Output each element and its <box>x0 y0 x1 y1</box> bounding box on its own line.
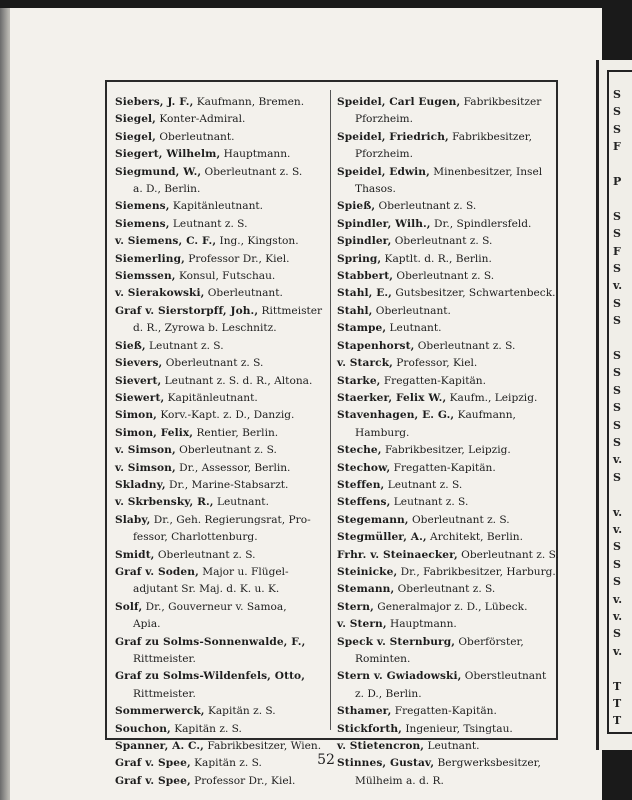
entry-details: Leutnant. <box>213 496 269 509</box>
directory-entry <box>115 703 329 720</box>
entry-name: Souchon, <box>115 722 171 735</box>
entry-details: Oberleutnant. <box>372 304 451 317</box>
directory-entry <box>115 164 329 181</box>
next-page-fragment: S <box>613 209 621 223</box>
next-page-fragment: S <box>613 401 621 415</box>
entry-continuation: a. D., Berlin. <box>133 183 201 196</box>
directory-entry <box>115 512 329 529</box>
entry-details: Ing., Kingston. <box>216 235 299 248</box>
directory-entry <box>337 477 555 494</box>
entry-details: Oberleutnant z. S. <box>154 548 256 561</box>
next-page-fragment: S <box>613 227 621 241</box>
entry-name: Skladny, <box>115 478 166 491</box>
entry-name: Stapenhorst, <box>337 339 415 352</box>
entry-details: Fregatten-Kapitän. <box>380 374 486 387</box>
entry-name: Solf, <box>115 600 143 613</box>
directory-entry <box>115 268 329 285</box>
entry-details: Oberleutnant z. S. <box>175 444 277 457</box>
entry-name: v. Starck, <box>337 357 393 370</box>
entry-name: Graf v. Soden, <box>115 565 199 578</box>
entry-continuation: Thasos. <box>355 183 396 196</box>
directory-entry <box>115 599 329 616</box>
directory-entry <box>337 268 555 285</box>
entry-name: Sievert, <box>115 374 162 387</box>
entry-details: Fabrikbesitzer <box>460 96 542 108</box>
entry-details: Oberleutnant z. S. <box>408 513 510 526</box>
next-page-fragment: F <box>613 244 621 258</box>
directory-entry <box>337 373 555 390</box>
entry-name: Spieß, <box>337 200 376 213</box>
entry-name: Sieß, <box>115 339 146 352</box>
entry-continuation: adjutant Sr. Maj. d. K. u. K. <box>133 583 280 596</box>
entry-details: Oberförster, <box>455 635 524 648</box>
directory-entry <box>115 146 329 163</box>
entry-name: Spindler, <box>337 235 392 248</box>
directory-entry <box>115 494 329 511</box>
entry-name: v. Skrbensky, R., <box>115 496 214 509</box>
entry-name: Speidel, Edwin, <box>337 165 430 178</box>
directory-entry <box>337 703 555 720</box>
next-page-fragment: v. <box>613 453 623 467</box>
entry-details: Oberstleutnant <box>461 670 547 683</box>
directory-entry <box>115 94 329 111</box>
directory-entry <box>115 425 329 442</box>
directory-entry <box>337 129 555 146</box>
entry-details: Oberleutnant z. S. <box>414 339 516 352</box>
entry-details: Ingenieur, Tsingtau. <box>401 722 513 735</box>
next-page-fragment: S <box>613 557 621 571</box>
directory-entry <box>337 338 555 355</box>
entry-name: Stinnes, Gustav, <box>337 757 435 770</box>
entry-name: v. Stern, <box>337 618 387 631</box>
entry-name: Graf zu Solms-Sonnenwalde, F., <box>115 635 306 648</box>
entry-details: Oberleutnant z. S. <box>162 357 264 370</box>
directory-entry <box>337 460 555 477</box>
entry-name: Siemerling, <box>115 252 185 265</box>
next-page-fragment: S <box>613 262 621 275</box>
directory-entry <box>115 668 329 685</box>
entry-details: Dr., Gouverneur v. Samoa, <box>142 600 287 613</box>
entry-name: Simon, Felix, <box>115 426 194 439</box>
entry-details: Professor, Kiel. <box>392 357 478 370</box>
entry-name: Spanner, A. C., <box>115 740 204 753</box>
entry-details: Oberleutnant z. S. <box>457 548 559 561</box>
entry-name: Smidt, <box>115 548 155 561</box>
directory-entry <box>115 634 329 651</box>
next-page-fragment: v. <box>613 505 623 519</box>
entry-details: Kaufm., Leipzig. <box>446 391 538 404</box>
entry-details: Kaptlt. d. R., Berlin. <box>381 252 492 265</box>
entry-details: Professor Dr., Kiel. <box>190 774 296 787</box>
entry-details: Architekt, Berlin. <box>426 531 523 544</box>
directory-entry <box>115 460 329 477</box>
next-page-fragment: S <box>613 436 621 449</box>
next-page-fragment: v. <box>613 523 623 536</box>
entry-details: Leutnant. <box>386 322 442 335</box>
next-page-fragment: T <box>613 697 622 710</box>
directory-entry <box>115 129 329 146</box>
entry-details: Leutnant z. S. <box>145 339 224 352</box>
next-page-fragment: v. <box>613 644 623 658</box>
entry-name: Steffens, <box>337 496 391 509</box>
entry-details: Leutnant. <box>424 740 480 753</box>
entry-name: Sommerwerck, <box>115 705 205 718</box>
next-page-fragment: S <box>613 627 621 641</box>
entry-name: Siewert, <box>115 391 165 404</box>
entry-continuation: d. R., Zyrowa b. Leschnitz. <box>133 322 277 335</box>
entry-continuation: Pforzheim. <box>355 113 413 126</box>
next-page-fragment: S <box>613 470 621 484</box>
directory-entry <box>337 494 555 511</box>
entry-continuation: Mülheim a. d. R. <box>355 774 444 787</box>
entry-details: Fregatten-Kapitän. <box>390 461 496 474</box>
entry-details: Hauptmann. <box>220 148 291 161</box>
next-page-fragment: P <box>613 175 622 188</box>
directory-entry <box>337 198 555 215</box>
entry-details: Minenbesitzer, Insel <box>429 165 543 178</box>
entry-name: Stabbert, <box>337 270 394 283</box>
next-page-fragment: F <box>613 140 621 154</box>
directory-entry <box>337 233 555 250</box>
entry-name: Siegel, <box>115 130 156 143</box>
next-page-fragment: S <box>613 122 621 136</box>
entry-continuation: Rominten. <box>355 653 411 665</box>
column-divider <box>330 90 331 730</box>
next-page-fragment: S <box>613 366 621 380</box>
entry-continuation: z. D., Berlin. <box>355 687 422 700</box>
page-number: 52 <box>317 752 335 768</box>
entry-name: Steche, <box>337 444 382 457</box>
entry-continuation: Rittmeister. <box>133 687 196 700</box>
directory-entry <box>115 564 329 581</box>
entry-details: Fabrikbesitzer, Wien. <box>203 740 322 753</box>
entry-name: Stampe, <box>337 322 387 335</box>
entry-details: Gutsbesitzer, Schwartenbeck. <box>391 287 556 300</box>
entry-name: Stegemann, <box>337 513 409 526</box>
entry-name: Staerker, Felix W., <box>337 391 447 404</box>
entry-details: Fregatten-Kapitän. <box>391 705 497 718</box>
entry-details: Leutnant z. S. <box>384 478 463 491</box>
entry-details: Leutnant z. S. d. R., Altona. <box>161 374 313 387</box>
entry-details: Dr., Spindlersfeld. <box>430 217 532 230</box>
directory-entry <box>115 285 329 302</box>
next-page-fragment: S <box>613 383 621 397</box>
entry-name: Speck v. Sternburg, <box>337 635 455 648</box>
entry-details: Generalmajor z. D., Lübeck. <box>373 600 528 613</box>
directory-entry <box>337 164 555 181</box>
entry-name: v. Sierakowski, <box>115 287 205 300</box>
entry-details: Oberleutnant z. S. <box>375 200 477 213</box>
directory-entry <box>337 303 555 320</box>
entry-details: Oberleutnant z. S. <box>391 235 493 248</box>
entry-name: Stegmüller, A., <box>337 531 427 544</box>
entry-details: Dr., Marine-Stabsarzt. <box>165 478 289 491</box>
entry-name: v. Stietencron, <box>337 740 425 753</box>
directory-entry <box>337 285 555 302</box>
directory-entry <box>337 407 555 424</box>
entry-name: Graf v. Spee, <box>115 757 191 770</box>
entry-details: Dr., Fabrikbesitzer, Harburg. <box>397 565 556 578</box>
directory-entry <box>115 547 329 564</box>
directory-entry <box>337 599 555 616</box>
directory-entry <box>115 251 329 268</box>
entry-continuation: fessor, Charlottenburg. <box>133 531 258 544</box>
directory-entry <box>337 721 555 738</box>
entry-name: Spindler, Wilh., <box>337 217 431 230</box>
entry-name: Stechow, <box>337 461 391 474</box>
entry-details: Oberleutnant z. S. <box>393 270 495 283</box>
entry-details: Kapitänleutnant. <box>164 391 258 404</box>
entry-details: Fabrikbesitzer, Leipzig. <box>381 444 511 457</box>
entry-name: Frhr. v. Steinaecker, <box>337 548 458 561</box>
directory-entry <box>115 338 329 355</box>
directory-entry <box>337 547 559 564</box>
directory-entry <box>337 216 555 233</box>
entry-details: Oberleutnant z. S. <box>394 583 496 596</box>
left-column <box>115 94 329 790</box>
entry-name: Stemann, <box>337 583 395 596</box>
entry-name: Stahl, E., <box>337 287 392 300</box>
next-page-fragment: S <box>613 540 621 554</box>
entry-name: v. Siemens, C. F., <box>115 235 217 248</box>
entry-details: Kapitän z. S. <box>204 705 276 718</box>
directory-entry <box>337 442 555 459</box>
entry-name: Simon, <box>115 409 157 422</box>
entry-details: Oberleutnant. <box>155 130 235 143</box>
directory-entry <box>337 668 555 685</box>
entry-name: Siemens, <box>115 200 170 213</box>
directory-entry <box>115 373 329 390</box>
entry-name: v. Simson, <box>115 461 176 474</box>
entry-continuation: Hamburg. <box>355 426 410 439</box>
directory-entry <box>115 303 329 320</box>
entry-details: Kaufmann, <box>454 409 516 422</box>
entry-name: Slaby, <box>115 513 151 526</box>
entry-details: Oberleutnant z. S. <box>201 165 303 178</box>
entry-details: Kapitän z. S. <box>190 757 262 770</box>
directory-entry <box>115 233 329 250</box>
directory-entry <box>115 477 329 494</box>
next-page-fragment: S <box>613 575 621 589</box>
next-page-fragment: v. <box>613 610 623 623</box>
entry-name: Speidel, Friedrich, <box>337 130 449 143</box>
next-page-fragment: S <box>613 105 621 119</box>
next-page-fragment: T <box>613 679 622 693</box>
entry-name: Graf v. Spee, <box>115 774 191 787</box>
directory-entry <box>337 634 555 651</box>
directory-entry <box>337 355 555 372</box>
next-page-fragment: S <box>613 418 621 432</box>
entry-name: Stern v. Gwiadowski, <box>337 670 462 683</box>
next-page-fragment: S <box>613 314 621 328</box>
directory-entry <box>115 442 329 459</box>
right-column <box>337 94 559 790</box>
directory-entry <box>337 529 555 546</box>
directory-entry <box>115 721 329 738</box>
directory-entry <box>115 390 329 407</box>
entry-name: Sievers, <box>115 357 163 370</box>
entry-details: Konter-Admiral. <box>155 113 246 126</box>
next-page-fragment: T <box>613 714 622 728</box>
next-page-fragment: S <box>613 296 621 310</box>
directory-entry <box>115 198 329 215</box>
entry-details: Fabrikbesitzer, <box>448 130 533 143</box>
next-page-edge <box>596 60 632 750</box>
entry-name: Graf v. Sierstorpff, Joh., <box>115 304 259 317</box>
directory-entry <box>337 616 555 633</box>
entry-name: Siegmund, W., <box>115 165 202 178</box>
entry-continuation: Rittmeister. <box>133 653 196 665</box>
directory-entry <box>337 320 555 337</box>
entry-details: Major u. Flügel- <box>198 565 289 578</box>
directory-entry <box>337 581 555 598</box>
entry-name: Graf zu Solms-Wildenfels, Otto, <box>115 670 306 683</box>
directory-entry <box>115 773 329 790</box>
entry-name: Siegel, <box>115 113 156 126</box>
entry-details: Leutnant z. S. <box>169 217 248 230</box>
entry-details: Dr., Geh. Regierungsrat, Pro- <box>150 513 311 526</box>
entry-name: Siegert, Wilhelm, <box>115 148 221 161</box>
entry-name: Stickforth, <box>337 722 402 735</box>
entry-continuation: Apia. <box>133 618 161 631</box>
entry-details: Rentier, Berlin. <box>193 426 279 439</box>
entry-name: Spring, <box>337 252 382 265</box>
entry-name: Siemssen, <box>115 270 176 283</box>
entry-details: Kaufmann, Bremen. <box>193 96 305 108</box>
directory-entry <box>115 111 329 128</box>
next-page-fragment: S <box>613 349 621 362</box>
entry-details: Rittmeister <box>258 304 323 317</box>
directory-entry <box>337 94 555 111</box>
entry-name: Sthamer, <box>337 705 392 718</box>
next-page-fragment: v. <box>613 279 623 293</box>
entry-details: Oberleutnant. <box>204 287 283 300</box>
directory-entry <box>337 251 555 268</box>
entry-name: Steinicke, <box>337 565 398 578</box>
entry-name: Stern, <box>337 600 374 613</box>
next-page-fragment: S <box>613 88 621 101</box>
entry-continuation: Pforzheim. <box>355 148 413 161</box>
entry-details: Konsul, Futschau. <box>175 270 276 283</box>
entry-name: Speidel, Carl Eugen, <box>337 96 461 108</box>
entry-name: Steffen, <box>337 478 385 491</box>
directory-entry <box>115 355 329 372</box>
directory-entry <box>337 564 555 581</box>
entry-details: Hauptmann. <box>386 618 457 631</box>
entry-name: Starke, <box>337 374 381 387</box>
directory-entry <box>337 390 555 407</box>
entry-details: Korv.-Kapt. z. D., Danzig. <box>156 409 295 422</box>
directory-entry <box>337 512 555 529</box>
entry-details: Professor Dr., Kiel. <box>184 252 290 265</box>
entry-name: Stahl, <box>337 304 373 317</box>
entry-details: Kapitänleutnant. <box>169 200 264 213</box>
entry-name: Siemens, <box>115 217 170 230</box>
directory-entry <box>115 216 329 233</box>
next-page-fragment: v. <box>613 592 623 606</box>
entry-name: v. Simson, <box>115 444 176 457</box>
entry-details: Bergwerksbesitzer, <box>434 757 541 770</box>
entry-name: Stavenhagen, E. G., <box>337 409 455 422</box>
entry-details: Dr., Assessor, Berlin. <box>175 461 291 474</box>
directory-entry <box>115 407 329 424</box>
entry-name: Siebers, J. F., <box>115 96 194 108</box>
entry-details: Kapitän z. S. <box>170 722 242 735</box>
entry-details: Leutnant z. S. <box>390 496 469 509</box>
